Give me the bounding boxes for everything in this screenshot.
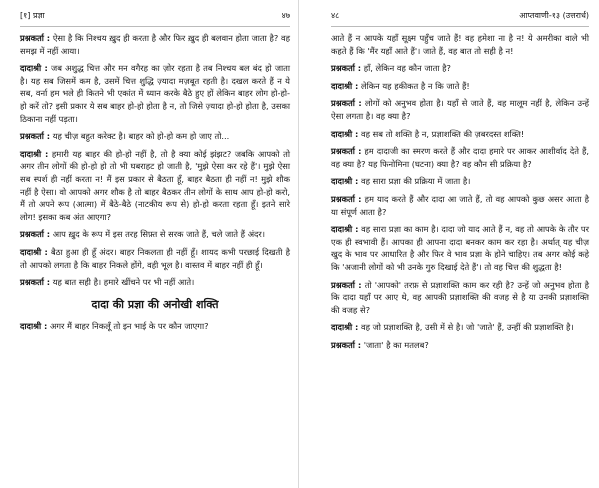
dialogue-paragraph: [331, 80, 589, 93]
paragraph-text: हम याद करते हैं और दादा आ जाते हैं, तो वह आपको कुछ असर आता है या संपूर्ण आता है?: [331, 193, 589, 217]
paragraph-text: 'जाता' है का मतलब?: [363, 339, 429, 350]
right-page-header: [331, 6, 589, 27]
paragraph-text: वह सारा प्रज्ञा का काम है। दादा जो याद आते हैं न, वह तो आपके के तौर पर एक ही स्वभावी हैं। आपका ही आपना दादा बनकर काम कर रहा है। अर्थात् यह चीज़ खुद के भाव पर आधारित है और फिर वे भाव प्रज्ञा के होने चाहिए। तब अगर कोई कहे कि 'अजानी लोगों को भी उनके गुरु दिखाई देते हैं'। तो वह चित्त की शुद्धता है!: [331, 224, 590, 272]
speaker-label: दादाश्री :: [331, 80, 359, 91]
paragraph-text: बैठा हुआ ही हूँ अंदर। बाहर निकलता ही नहीं हूँ। शायद कभी परछाई दिखती है तो आपको लगता है कि बाहर निकले होंगे, वही भूल है। वास्तव में बाहर नहीं ही हूँ।: [20, 246, 290, 270]
speaker-label: दादाश्री :: [20, 148, 49, 159]
dialogue-paragraph: [20, 32, 290, 57]
speaker-label: दादाश्री :: [20, 63, 48, 74]
paragraph-text: लोगों को अनुभव होता है। यहाँ से जाते हैं, वह मालूम नहीं है, लेकिन उन्हें ऐसा लगता है। वह क्या है?: [331, 98, 589, 121]
speaker-label: प्रश्नकर्ता :: [331, 279, 362, 290]
speaker-label: प्रश्नकर्ता :: [20, 277, 51, 288]
paragraph-text: आप ख़ुद के रूप में इस तरह सिफ़्त से सरक जाते हैं, चले जाते हैं अंदर।: [52, 229, 265, 240]
paragraph-text: अगर मैं बाहर निकलूँ तो इन भाई के पर कौन जाएगा?: [49, 320, 209, 331]
dialogue-paragraph: [331, 223, 589, 273]
left-page-number: ४७: [281, 11, 290, 20]
paragraph-text: यह चीज़ बहुत करेक्ट है। बाहर को हो-हो कम हो जाए तो...: [52, 131, 230, 142]
continued-paragraph: आते हैं न आपके यहाँ सूक्ष्म पहुँच जाते हैं! वह हमेशा ना है न! ये अमरीका वाले भी कहते हैं कि 'मैंर यहाँ आते हैं'। जाते हैं, वह बात तो सही है न!: [331, 33, 589, 56]
dialogue-paragraph: [331, 193, 589, 218]
dialogue-paragraph: [331, 339, 589, 352]
chapter-heading: [१] प्रज्ञा: [20, 11, 45, 20]
dialogue-paragraph: [331, 175, 589, 188]
speaker-label: प्रश्नकर्ता :: [331, 98, 362, 109]
paragraph-text: हाँ, लेकिन वह कौन जाता है?: [363, 63, 451, 74]
speaker-label: दादाश्री :: [331, 322, 359, 333]
dialogue-paragraph: [331, 145, 589, 170]
paragraph-text: तो 'आपको' तरफ़ से प्रज्ञाशक्ति काम कर रही है? उन्हें जो अनुभव होता है कि दादा यहाँ पर आए थे, वह आपकी प्रज्ञाशक्ति की वजह से है या उनकी प्रज्ञाशक्ति की वजह से?: [331, 279, 590, 315]
paragraph-text: यह बात सही है। हमारे खींचने पर भी नहीं आते।: [52, 277, 195, 288]
paragraph-text: जब अशुद्ध चित्त और मन वगैरह का ज़ोर रहता है तब निश्चय बल बंद हो जाता है। यह सब जिसमें कम है, उसमें चित्त शुद्धि ज़्यादा मज़बूत रहती है। दखल करते हैं न ये सब, वर्ना हम भले ही कितने भी एकांत में ध्यान करके बैठे हुए हों लेकिन बाहर लोग हो-हो-हो करें तो? इसी प्रकार ये सब बाहर हो-हो होता है न, तो जिसे ज़्यादा हो-हो होता है, उसका ठिकाना नहीं पड़ता।: [20, 63, 291, 124]
speaker-label: दादाश्री :: [331, 224, 359, 235]
speaker-label: प्रश्नकर्ता :: [331, 63, 362, 74]
paragraph-text: हम दादाजी का स्मरण करते हैं और दादा हमारे पर आकर आशीर्वाद देते हैं, वह क्या है? यह फिनोमिना (घटना) क्या है? वह कौन सी प्रक्रिया है?: [331, 146, 590, 169]
speaker-label: प्रश्नकर्ता :: [20, 131, 51, 142]
left-page: [0, 0, 296, 488]
dialogue-paragraph: [20, 320, 290, 333]
right-page-body: [331, 32, 589, 351]
dialogue-paragraph: [20, 130, 290, 143]
paragraph-text: लेकिन यह हकीकत है न कि जाते हैं!: [360, 80, 470, 91]
paragraph-text: वह सारा प्रज्ञा की प्रक्रिया में जाता है।: [360, 176, 471, 187]
book-title: आप्तवाणी-१३ (उत्तरार्ध): [519, 11, 589, 20]
left-page-body: [20, 32, 290, 332]
dialogue-paragraph: [20, 228, 290, 241]
dialogue-paragraph: [331, 128, 589, 141]
speaker-label: प्रश्नकर्ता :: [331, 193, 362, 204]
left-page-header: [20, 6, 290, 27]
section-title: दादा की प्रज्ञा की अनोखी शक्ति: [91, 297, 219, 311]
speaker-label: प्रश्नकर्ता :: [331, 339, 362, 350]
dialogue-paragraph: [20, 246, 290, 271]
right-page: [301, 0, 599, 488]
speaker-label: प्रश्नकर्ता :: [331, 146, 362, 157]
speaker-label: दादाश्री :: [20, 246, 48, 257]
paragraph-text: ऐसा है कि निश्चय ख़ुद ही करता है और फिर ख़ुद ही बलवान होता जाता है? वह समझ में नहीं आया।: [20, 33, 291, 56]
speaker-label: दादाश्री :: [331, 176, 359, 187]
speaker-label: प्रश्नकर्ता :: [20, 229, 51, 240]
paragraph-text: वह सब तो शक्ति है न, प्रज्ञाशक्ति की ज़बरदस्त शक्ति!: [360, 128, 525, 139]
dialogue-paragraph: [20, 62, 290, 125]
dialogue-paragraph: [331, 97, 589, 122]
paragraph-text: हमारी यह बाहर की हो-हो नहीं है, तो है क्या कोई झंझट? जबकि आपको तो अगर तीन लोगों की हो-हो हो तो भी घबराहट हो जाती है, 'मुझे ऐसा कर रहे हैं'। मुझे ऐसा सब स्पर्श ही नहीं करता न! मैं इस प्रकार से बैठता हूँ, बाहर बैठता ही नहीं न! मुझे शौक नहीं है ऐसा। वो आपको अगर शौक है तो बाहर बैठकर तीन लोगों के साथ आप हो-हो करो, मैं तो अपने रूप (आत्मा) में बैठे-बैठे (नाटकीय रूप से) हो-हो करता रहता हूँ। इतने सारे लोग! इसका कब अंत आएगा?: [20, 148, 291, 222]
right-page-number: ४८: [331, 11, 340, 20]
speaker-label: प्रश्नकर्ता :: [20, 33, 51, 43]
speaker-label: दादाश्री :: [20, 320, 48, 331]
dialogue-paragraph: [331, 321, 589, 334]
paragraph-text: वह जो प्रज्ञाशक्ति है, उसी में से है। जो 'जाते' हैं, उन्हीं की प्रज्ञाशक्ति है।: [360, 322, 574, 333]
dialogue-paragraph: [331, 279, 589, 317]
dialogue-paragraph: [331, 62, 589, 75]
book-spine-divider: [298, 0, 299, 488]
speaker-label: दादाश्री :: [331, 128, 359, 139]
dialogue-paragraph: [20, 148, 290, 224]
dialogue-paragraph: [20, 276, 290, 289]
